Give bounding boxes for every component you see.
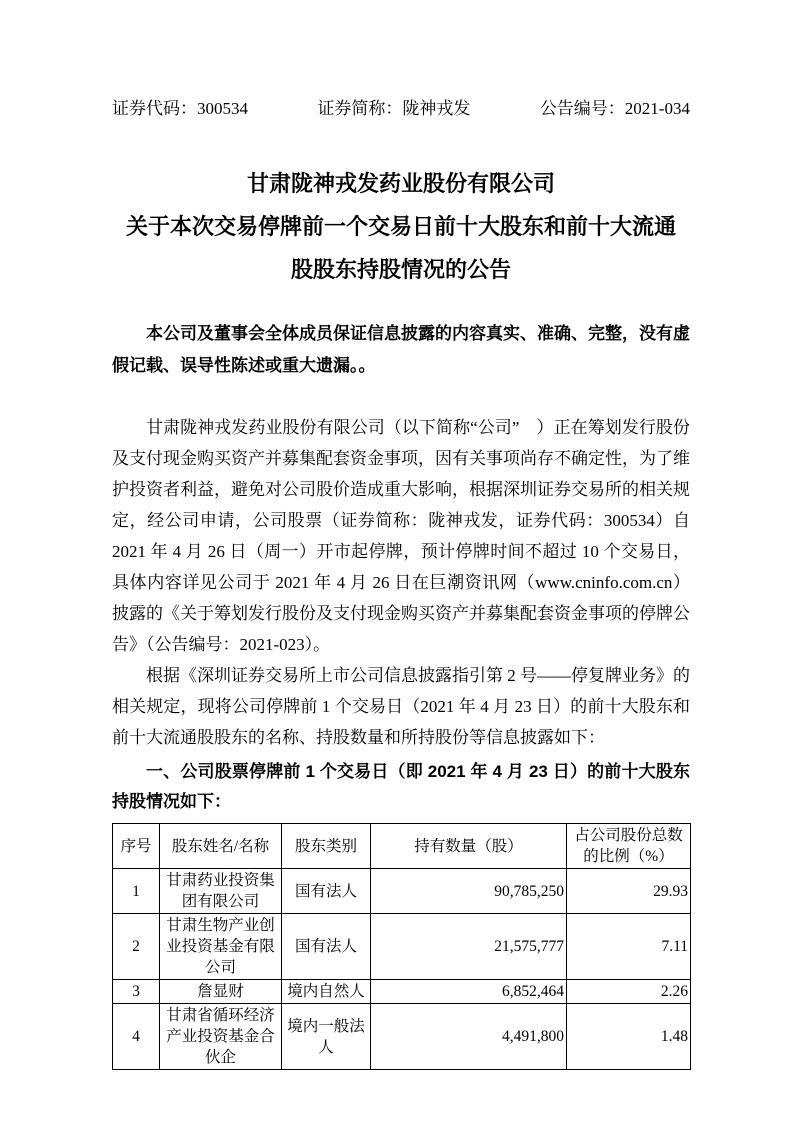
col-header-shares-held: 持有数量（股） (371, 824, 567, 869)
cell-shareholder-type: 境内自然人 (282, 980, 371, 1004)
cell-shares-held: 90,785,250 (371, 869, 567, 914)
table-row (113, 914, 691, 980)
cell-index: 3 (113, 980, 160, 1004)
board-disclaimer: 本公司及董事会全体成员保证信息披露的内容真实、准确、完整，没有虚假记载、误导性陈述或重大遗漏。。 (112, 324, 690, 375)
title-line-3: 股股东持股情况的公告 (290, 257, 511, 282)
cell-shareholder-name: 甘肃药业投资集团有限公司 (160, 869, 282, 914)
body-paragraph-1: 甘肃陇神戎发药业股份有限公司（以下简称“公司” ）正在筹划发行股份及支付现金购买资产并募集配套资金事项，因有关事项尚存不确定性，为了维护投资者利益，避免对公司股价造成重大影响，根据深圳证券交易所的相关规定，经公司申请，公司股票（证券简称：陇神戎发，证券代码：300534）自 2021 年 4 月 26 日（周一）开市起停牌，预计停牌时间不超过 10 个交易日，具体内容详见公司于 2021 年 4 月 26 日在巨潮资讯网（www.cninfo.com.cn）披露的《关于筹划发行股份及支付现金购买资产并募集配套资金事项的停牌公告》（公告编号：2021-023）。 (112, 418, 690, 654)
company-name: 甘肃陇神戎发药业股份有限公司 (246, 171, 555, 196)
cell-shareholder-type: 境内一般法人 (282, 1004, 371, 1070)
document-header (112, 98, 690, 120)
stock-short-name: 证券简称：陇神戎发 (317, 99, 471, 118)
body-paragraph-2: 根据《深圳证券交易所上市公司信息披露指引第 2 号——停复牌业务》的相关规定，现将公司停牌前 1 个交易日（2021 年 4 月 23 日）的前十大股东和前十大流通股股东的名称、持股数量和所持股份等信息披露如下： (112, 666, 690, 747)
col-header-shareholder-name: 股东姓名/名称 (160, 824, 282, 869)
col-header-shareholder-type: 股东类别 (282, 824, 371, 869)
title-line-2: 关于本次交易停牌前一个交易日前十大股东和前十大流通 (125, 214, 676, 239)
section-heading: 一、公司股票停牌前 1 个交易日（即 2021 年 4 月 23 日）的前十大股东持股情况如下： (112, 762, 690, 811)
cell-shareholder-name: 詹显财 (160, 980, 282, 1004)
col-header-ownership-ratio: 占公司股份总数的比例（%） (567, 824, 691, 869)
cell-shares-held: 6,852,464 (371, 980, 567, 1004)
cell-shareholder-name: 甘肃生物产业创业投资基金有限公司 (160, 914, 282, 980)
cell-shares-held: 21,575,777 (371, 914, 567, 980)
cell-ownership-ratio: 7.11 (567, 914, 691, 980)
document-title (112, 162, 690, 291)
cell-ownership-ratio: 1.48 (567, 1004, 691, 1070)
cell-shareholder-name: 甘肃省循环经济产业投资基金合伙企 (160, 1004, 282, 1070)
cell-shareholder-type: 国有法人 (282, 914, 371, 980)
table-header-row (113, 824, 691, 869)
cell-index: 4 (113, 1004, 160, 1070)
col-header-index: 序号 (113, 824, 160, 869)
cell-ownership-ratio: 2.26 (567, 980, 691, 1004)
cell-ownership-ratio: 29.93 (567, 869, 691, 914)
table-row (113, 869, 691, 914)
announcement-number: 公告编号：2021-034 (539, 99, 690, 118)
cell-index: 1 (113, 869, 160, 914)
cell-index: 2 (113, 914, 160, 980)
shareholder-table (112, 823, 691, 1070)
table-body (113, 869, 691, 1070)
cell-shares-held: 4,491,800 (371, 1004, 567, 1070)
stock-code: 证券代码：300534 (112, 99, 248, 118)
table-row (113, 980, 691, 1004)
table-row (113, 1004, 691, 1070)
cell-shareholder-type: 国有法人 (282, 869, 371, 914)
